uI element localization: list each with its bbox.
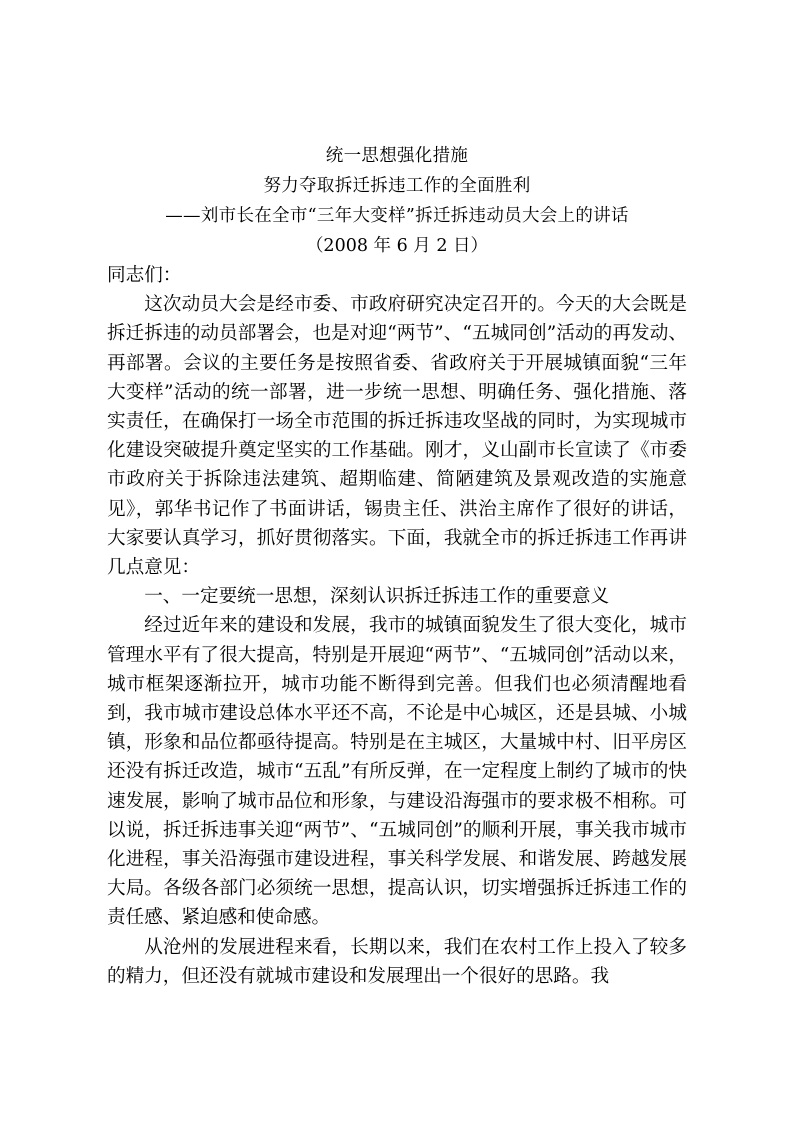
document-title-line-2: 努力夺取拆迁拆违工作的全面胜利 xyxy=(263,176,531,196)
document-subtitle: ——刘市长在全市“三年大变样”拆迁拆违动员大会上的讲话 xyxy=(165,206,629,226)
paragraph-body-1: 经过近年来的建设和发展，我市的城镇面貌发生了很大变化，城市管理水平有了很大提高，特别是开展迎“两节”、“五城同创”活动以来，城市框架逐渐拉开，城市功能不断得到完善。但我们也必须清醒地看到，我市城市建设总体水平还不高，不论是中心城区，还是县城、小城镇，形象和品位都亟待提高。特别是在主城区，大量城中村、旧平房区还没有拆迁改造，城市“五乱”有所反弹，在一定程度上制约了城市的快速发展，影响了城市品位和形象，与建设沿海强市的要求极不相称。可以说，拆迁拆违事关迎“两节”、“五城同创”的顺利开展，事关我市城市化进程，事关沿海强市建设进程，事关科学发展、和谐发展、跨越发展大局。各级各部门必须统一思想，提高认识，切实增强拆迁拆违工作的责任感、紧迫感和使命感。 xyxy=(107,615,687,929)
section-heading-1: 一、一定要统一思想，深刻认识拆迁拆违工作的重要意义 xyxy=(144,586,610,608)
paragraph-body-2: 从沧州的发展进程来看，长期以来，我们在农村工作上投入了较多的精力，但还没有就城市建设和发展理出一个很好的思路。我 xyxy=(107,936,687,987)
document-date: （2008 年 6 月 2 日） xyxy=(305,236,489,256)
paragraph-intro: 这次动员大会是经市委、市政府研究决定召开的。今天的大会既是拆迁拆违的动员部署会，也是对迎“两节”、“五城同创”活动的再发动、再部署。会议的主要任务是按照省委、省政府关于开展城镇面貌“三年大变样”活动的统一部署，进一步统一思想、明确任务、强化措施、落实责任，在确保打一场全市范围的拆迁拆违攻坚战的同时，为实现城市化建设突破提升奠定坚实的工作基础。刚才，义山副市长宣读了《市委市政府关于拆除违法建筑、超期临建、简陋建筑及景观改造的实施意见》，郭华书记作了书面讲话，锡贵主任、洪治主席作了很好的讲话，大家要认真学习，抓好贯彻落实。下面，我就全市的拆迁拆违工作再讲几点意见： xyxy=(107,294,687,579)
document-title-line-1: 统一思想强化措施 xyxy=(325,146,469,166)
document-page xyxy=(107,141,687,991)
salutation: 同志们： xyxy=(107,265,182,286)
